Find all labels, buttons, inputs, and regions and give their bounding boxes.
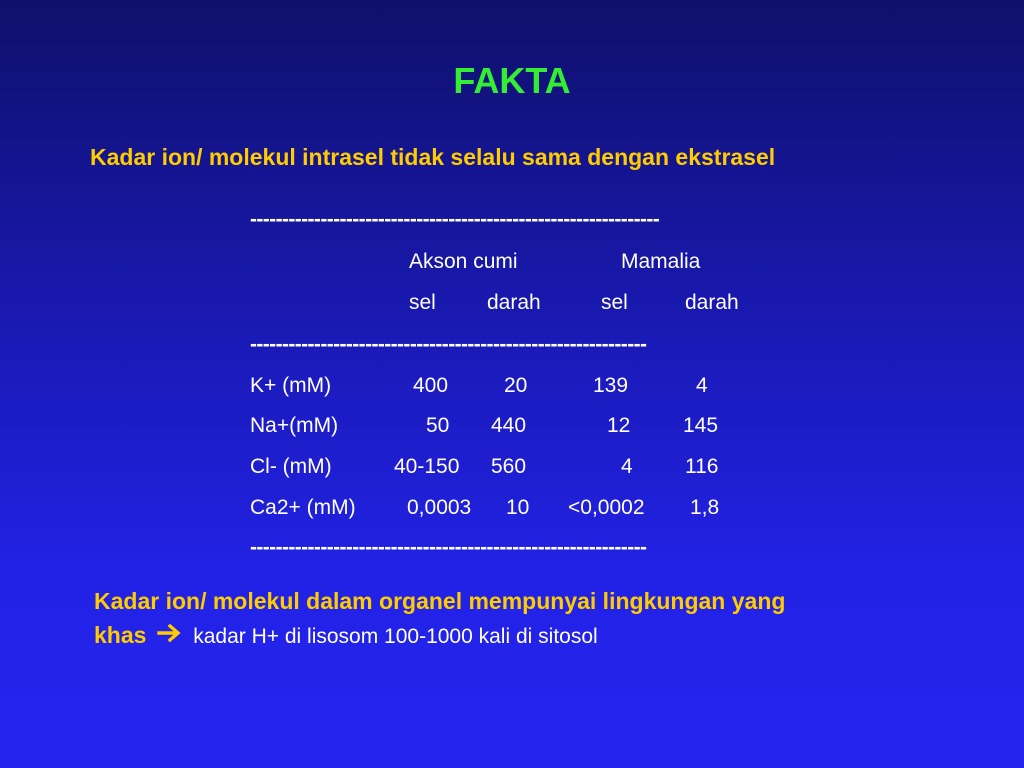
cell-na-akson-sel: 50 [426, 414, 450, 437]
cell-cl-akson-sel: 40-150 [394, 455, 460, 478]
sub-header-darah-1: darah [487, 291, 541, 314]
cell-k-mamalia-sel: 139 [593, 374, 629, 397]
cell-ca-akson-darah: 10 [506, 496, 530, 519]
cell-cl-mamalia-sel: 4 [621, 455, 633, 478]
table-divider-bottom: -------------------------------------------------------------- [250, 536, 647, 559]
footer-note: kadar H+ di lisosom 100-1000 kali di sitosol [193, 625, 598, 648]
cell-k-akson-darah: 20 [504, 374, 528, 397]
cell-k-mamalia-darah: 4 [696, 374, 708, 397]
footer-line-2 [94, 622, 598, 649]
group-header-akson-cumi: Akson cumi [409, 250, 518, 273]
group-header-mamalia: Mamalia [621, 250, 701, 273]
footer-lead: khas [94, 622, 147, 648]
cell-ca-mamalia-sel: <0,0002 [568, 496, 645, 519]
table-divider-top: ---------------------------------------------------------------- [250, 208, 660, 231]
right-arrow-icon [157, 622, 183, 649]
cell-k-akson-sel: 400 [413, 374, 449, 397]
cell-na-mamalia-darah: 145 [683, 414, 719, 437]
sub-header-sel-2: sel [601, 291, 628, 314]
row-label-cl: Cl- (mM) [250, 455, 332, 478]
row-label-ca: Ca2+ (mM) [250, 496, 356, 519]
cell-ca-akson-sel: 0,0003 [407, 496, 472, 519]
cell-na-akson-darah: 440 [491, 414, 527, 437]
cell-na-mamalia-sel: 12 [607, 414, 631, 437]
sub-header-sel-1: sel [409, 291, 436, 314]
cell-cl-mamalia-darah: 116 [685, 455, 719, 478]
slide-title: FAKTA [453, 60, 571, 101]
cell-cl-akson-darah: 560 [491, 455, 527, 478]
sub-header-darah-2: darah [685, 291, 739, 314]
row-label-na: Na+(mM) [250, 414, 339, 437]
table-divider-middle: -------------------------------------------------------------- [250, 333, 647, 356]
footer-line-1: Kadar ion/ molekul dalam organel mempunyai lingkungan yang [94, 588, 786, 614]
cell-ca-mamalia-darah: 1,8 [690, 496, 720, 519]
slide-subtitle: Kadar ion/ molekul intrasel tidak selalu sama dengan ekstrasel [90, 144, 776, 170]
row-label-k: K+ (mM) [250, 374, 332, 397]
